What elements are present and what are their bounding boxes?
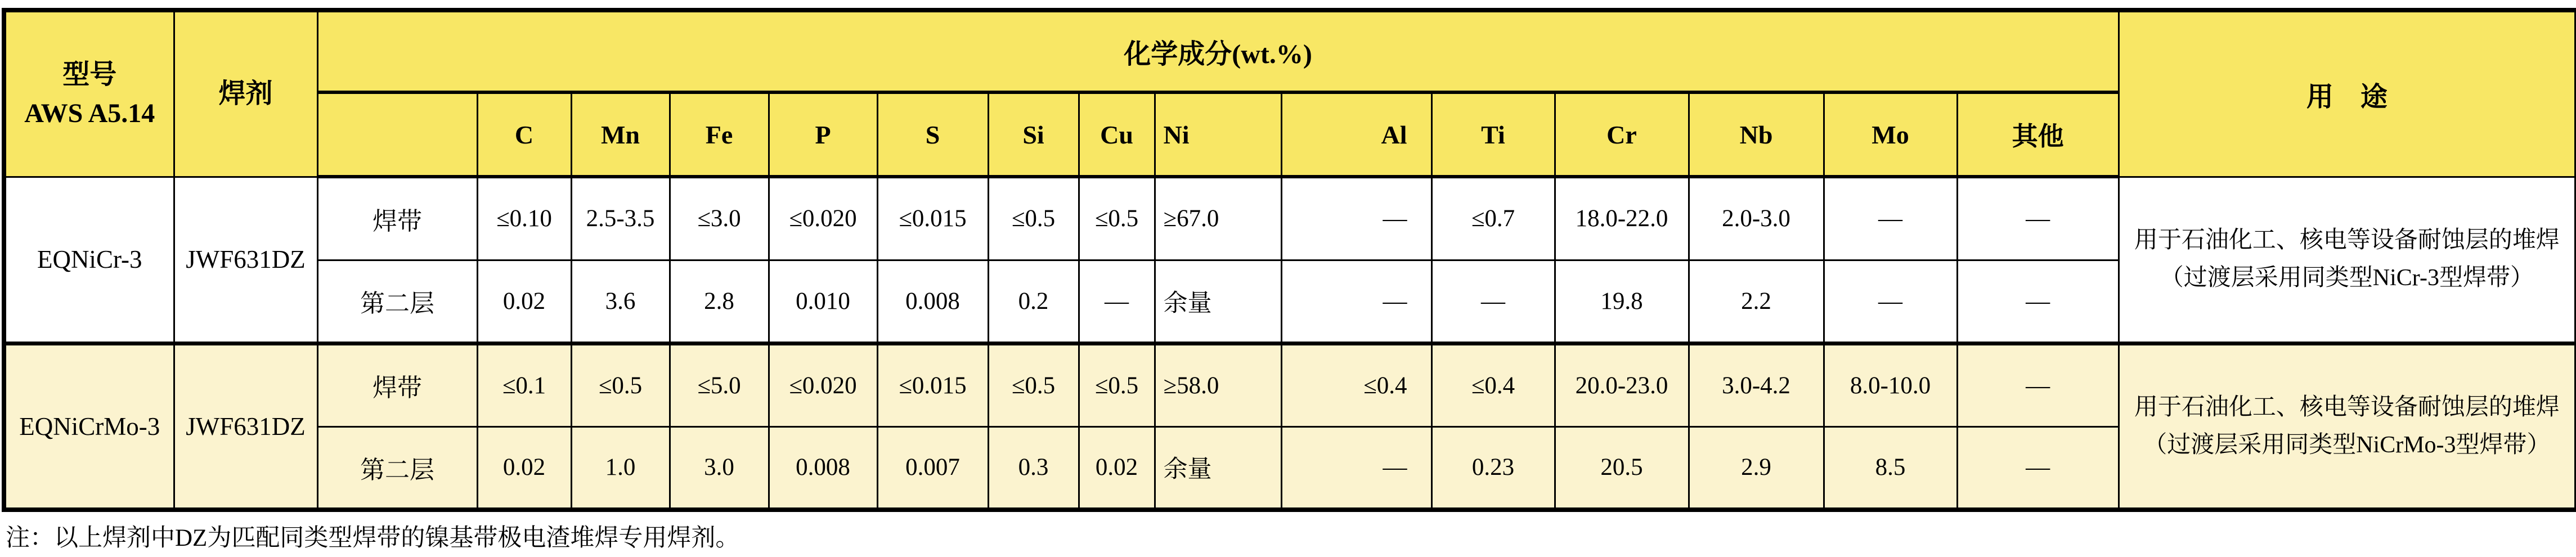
value-cell-mo: 8.0-10.0	[1824, 343, 1957, 426]
value-cell-other: —	[1957, 177, 2119, 260]
element-header-mn: Mn	[571, 92, 670, 177]
value-cell-si: ≤0.5	[988, 343, 1079, 426]
flux-cell: JWF631DZ	[174, 177, 317, 343]
layer-label-cell: 第二层	[317, 260, 477, 343]
element-header-al: Al	[1281, 92, 1431, 177]
value-cell-ni: ≥58.0	[1155, 343, 1281, 426]
value-cell-ti: ≤0.7	[1431, 177, 1555, 260]
value-cell-nb: 3.0-4.2	[1689, 343, 1824, 426]
model-cell: EQNiCrMo-3	[4, 343, 174, 510]
value-cell-cu: ≤0.5	[1079, 177, 1155, 260]
value-cell-mo: 8.5	[1824, 426, 1957, 510]
value-cell-al: —	[1281, 177, 1431, 260]
element-header-nb: Nb	[1689, 92, 1824, 177]
value-cell-mn: ≤0.5	[571, 343, 670, 426]
usage-line2: （过渡层采用同类型NiCrMo-3型焊带）	[2143, 432, 2551, 458]
layer-label-cell: 焊带	[317, 343, 477, 426]
element-header-cr: Cr	[1555, 92, 1689, 177]
col-header-usage: 用 途	[2119, 10, 2576, 177]
element-header-mo: Mo	[1824, 92, 1957, 177]
value-cell-cr: 20.0-23.0	[1555, 343, 1689, 426]
element-header-s: S	[877, 92, 988, 177]
value-cell-c: 0.02	[477, 260, 571, 343]
value-cell-mo: —	[1824, 177, 1957, 260]
value-cell-nb: 2.9	[1689, 426, 1824, 510]
value-cell-other: —	[1957, 426, 2119, 510]
flux-cell: JWF631DZ	[174, 343, 317, 510]
value-cell-mo: —	[1824, 260, 1957, 343]
value-cell-c: 0.02	[477, 426, 571, 510]
model-cell: EQNiCr-3	[4, 177, 174, 343]
value-cell-al: ≤0.4	[1281, 343, 1431, 426]
element-header-ti: Ti	[1431, 92, 1555, 177]
value-cell-p: 0.010	[769, 260, 877, 343]
value-cell-p: 0.008	[769, 426, 877, 510]
welding-strip-spec-table	[2, 8, 2576, 512]
element-header-ni: Ni	[1155, 92, 1281, 177]
value-cell-other: —	[1957, 343, 2119, 426]
usage-line1: 用于石油化工、核电等设备耐蚀层的堆焊	[2134, 394, 2560, 420]
col-header-layer-empty	[317, 92, 477, 177]
value-cell-s: 0.008	[877, 260, 988, 343]
value-cell-c: ≤0.10	[477, 177, 571, 260]
value-cell-ni: 余量	[1155, 426, 1281, 510]
value-cell-cu: ≤0.5	[1079, 343, 1155, 426]
element-header-other: 其他	[1957, 92, 2119, 177]
value-cell-ni: 余量	[1155, 260, 1281, 343]
value-cell-cu: —	[1079, 260, 1155, 343]
element-header-fe: Fe	[670, 92, 769, 177]
value-cell-cr: 20.5	[1555, 426, 1689, 510]
value-cell-c: ≤0.1	[477, 343, 571, 426]
value-cell-p: ≤0.020	[769, 177, 877, 260]
value-cell-nb: 2.2	[1689, 260, 1824, 343]
value-cell-mn: 1.0	[571, 426, 670, 510]
value-cell-fe: 3.0	[670, 426, 769, 510]
value-cell-si: ≤0.5	[988, 177, 1079, 260]
value-cell-mn: 2.5-3.5	[571, 177, 670, 260]
usage-line2: （过渡层采用同类型NiCr-3型焊带）	[2160, 265, 2534, 291]
value-cell-other: —	[1957, 260, 2119, 343]
col-header-model-line2: AWS A5.14	[24, 98, 155, 129]
element-header-cu: Cu	[1079, 92, 1155, 177]
col-header-composition: 化学成分(wt.%)	[317, 10, 2119, 92]
value-cell-cr: 18.0-22.0	[1555, 177, 1689, 260]
value-cell-si: 0.2	[988, 260, 1079, 343]
value-cell-cr: 19.8	[1555, 260, 1689, 343]
value-cell-ti: 0.23	[1431, 426, 1555, 510]
value-cell-al: —	[1281, 426, 1431, 510]
element-header-p: P	[769, 92, 877, 177]
value-cell-ti: —	[1431, 260, 1555, 343]
value-cell-ni: ≥67.0	[1155, 177, 1281, 260]
usage-cell	[2119, 343, 2576, 510]
value-cell-s: ≤0.015	[877, 177, 988, 260]
col-header-model-line1: 型号	[62, 59, 117, 89]
value-cell-p: ≤0.020	[769, 343, 877, 426]
value-cell-cu: 0.02	[1079, 426, 1155, 510]
layer-label-cell: 焊带	[317, 177, 477, 260]
usage-cell	[2119, 177, 2576, 343]
col-header-flux: 焊剂	[174, 10, 317, 177]
col-header-model	[4, 10, 174, 177]
value-cell-fe: 2.8	[670, 260, 769, 343]
value-cell-ti: ≤0.4	[1431, 343, 1555, 426]
element-header-c: C	[477, 92, 571, 177]
layer-label-cell: 第二层	[317, 426, 477, 510]
value-cell-si: 0.3	[988, 426, 1079, 510]
element-header-si: Si	[988, 92, 1079, 177]
value-cell-nb: 2.0-3.0	[1689, 177, 1824, 260]
usage-line1: 用于石油化工、核电等设备耐蚀层的堆焊	[2134, 227, 2560, 253]
value-cell-fe: ≤3.0	[670, 177, 769, 260]
value-cell-mn: 3.6	[571, 260, 670, 343]
value-cell-s: 0.007	[877, 426, 988, 510]
note-text: 注：以上焊剂中DZ为匹配同类型焊带的镍基带极电渣堆焊专用焊剂。	[6, 525, 740, 551]
value-cell-al: —	[1281, 260, 1431, 343]
value-cell-fe: ≤5.0	[670, 343, 769, 426]
value-cell-s: ≤0.015	[877, 343, 988, 426]
